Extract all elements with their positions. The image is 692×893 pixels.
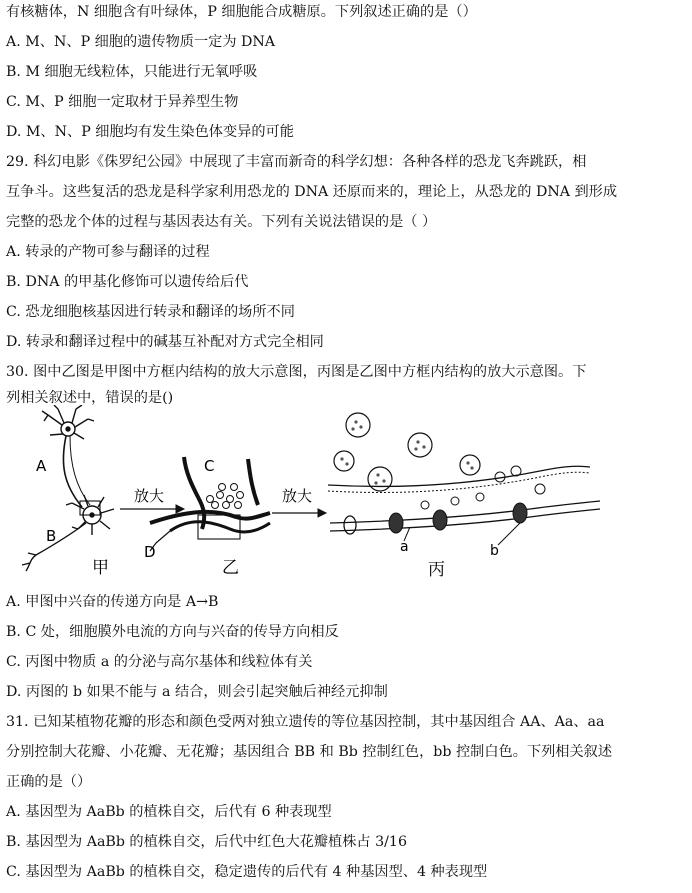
question-31-stem: 31. 已知某植物花瓣的形态和颜色受两对独立遗传的等位基因控制，其中基因组合 AA、Aa、aa [6, 714, 605, 730]
text-line: D. M、N、P 细胞均有发生染色体变异的可能 [6, 124, 294, 140]
text-line: D. 丙图的 b 如果不能与 a 结合，则会引起突触后神经元抑制 [6, 684, 388, 700]
text-line: 分别控制大花瓣、小花瓣、无花瓣；基因组合 BB 和 Bb 控制红色，bb 控制白色。下列相关叙述 [6, 744, 613, 760]
question-30-stem: 30. 图中乙图是甲图中方框内结构的放大示意图，丙图是乙图中方框内结构的放大示意图。下 [6, 364, 587, 380]
text-line: C. M、P 细胞一定取材于异养型生物 [6, 94, 239, 110]
label-bing: 丙 [428, 560, 445, 580]
text-line: B. C 处，细胞膜外电流的方向与兴奋的传导方向相反 [6, 624, 339, 640]
text-line: B. DNA 的甲基化修饰可以遗传给后代 [6, 274, 249, 290]
text-line: A. M、N、P 细胞的遗传物质一定为 DNA [6, 34, 276, 50]
text-line: A. 转录的产物可参与翻译的过程 [6, 244, 210, 260]
label-enlarge-1: 放大 [134, 487, 165, 505]
label-a: a [400, 539, 409, 555]
label-yi: 乙 [222, 558, 239, 578]
question-29-stem: 29. 科幻电影《侏罗纪公园》中展现了丰富而新奇的科学幻想：各种各样的恐龙飞奔跳跃，相 [6, 154, 587, 170]
label-jia: 甲 [92, 558, 109, 578]
label-C: C [204, 457, 215, 475]
label-B: B [46, 527, 57, 545]
label-D: D [144, 543, 156, 561]
text-line: 互争斗。这些复活的恐龙是科学家利用恐龙的 DNA 还原而来的，理论上，从恐龙的 DNA 到形成 [6, 184, 618, 200]
text-line: D. 转录和翻译过程中的碱基互补配对方式完全相同 [6, 334, 324, 350]
neuron-synapse-figure [0, 405, 692, 585]
label-b: b [490, 543, 499, 559]
text-line: 正确的是（） [6, 774, 92, 790]
text-line: C. 丙图中物质 a 的分泌与高尔基体和线粒体有关 [6, 654, 313, 670]
neuron-diagram-jia [22, 405, 114, 571]
text-line: B. 基因型为 AaBb 的植株自交，后代中红色大花瓣植株占 3/16 [6, 834, 407, 850]
text-line: A. 甲图中兴奋的传递方向是 A→B [6, 594, 219, 610]
text-line: C. 恐龙细胞核基因进行转录和翻译的场所不同 [6, 304, 295, 320]
label-enlarge-2: 放大 [282, 487, 313, 505]
text-line: A. 基因型为 AaBb 的植株自交，后代有 6 种表现型 [6, 804, 332, 820]
label-A: A [36, 457, 47, 475]
enlarge-arrow-1 [120, 505, 184, 513]
text-line: 列相关叙述中，错误的是() [6, 390, 174, 406]
text-line: 有核糖体，N 细胞含有叶绿体，P 细胞能合成糖原。下列叙述正确的是（） [6, 4, 477, 20]
vesicle-dots [340, 420, 473, 484]
text-line: C. 基因型为 AaBb 的植株自交，稳定遗传的后代有 4 种基因型、4 种表现型 [6, 864, 488, 880]
enlarge-arrow-2 [272, 509, 326, 517]
text-line: B. M 细胞无线粒体，只能进行无氧呼吸 [6, 64, 258, 80]
synaptic-cleft-diagram-bing [328, 413, 600, 545]
text-line: 完整的恐龙个体的过程与基因表达有关。下列有关说法错误的是（ ） [6, 214, 437, 230]
